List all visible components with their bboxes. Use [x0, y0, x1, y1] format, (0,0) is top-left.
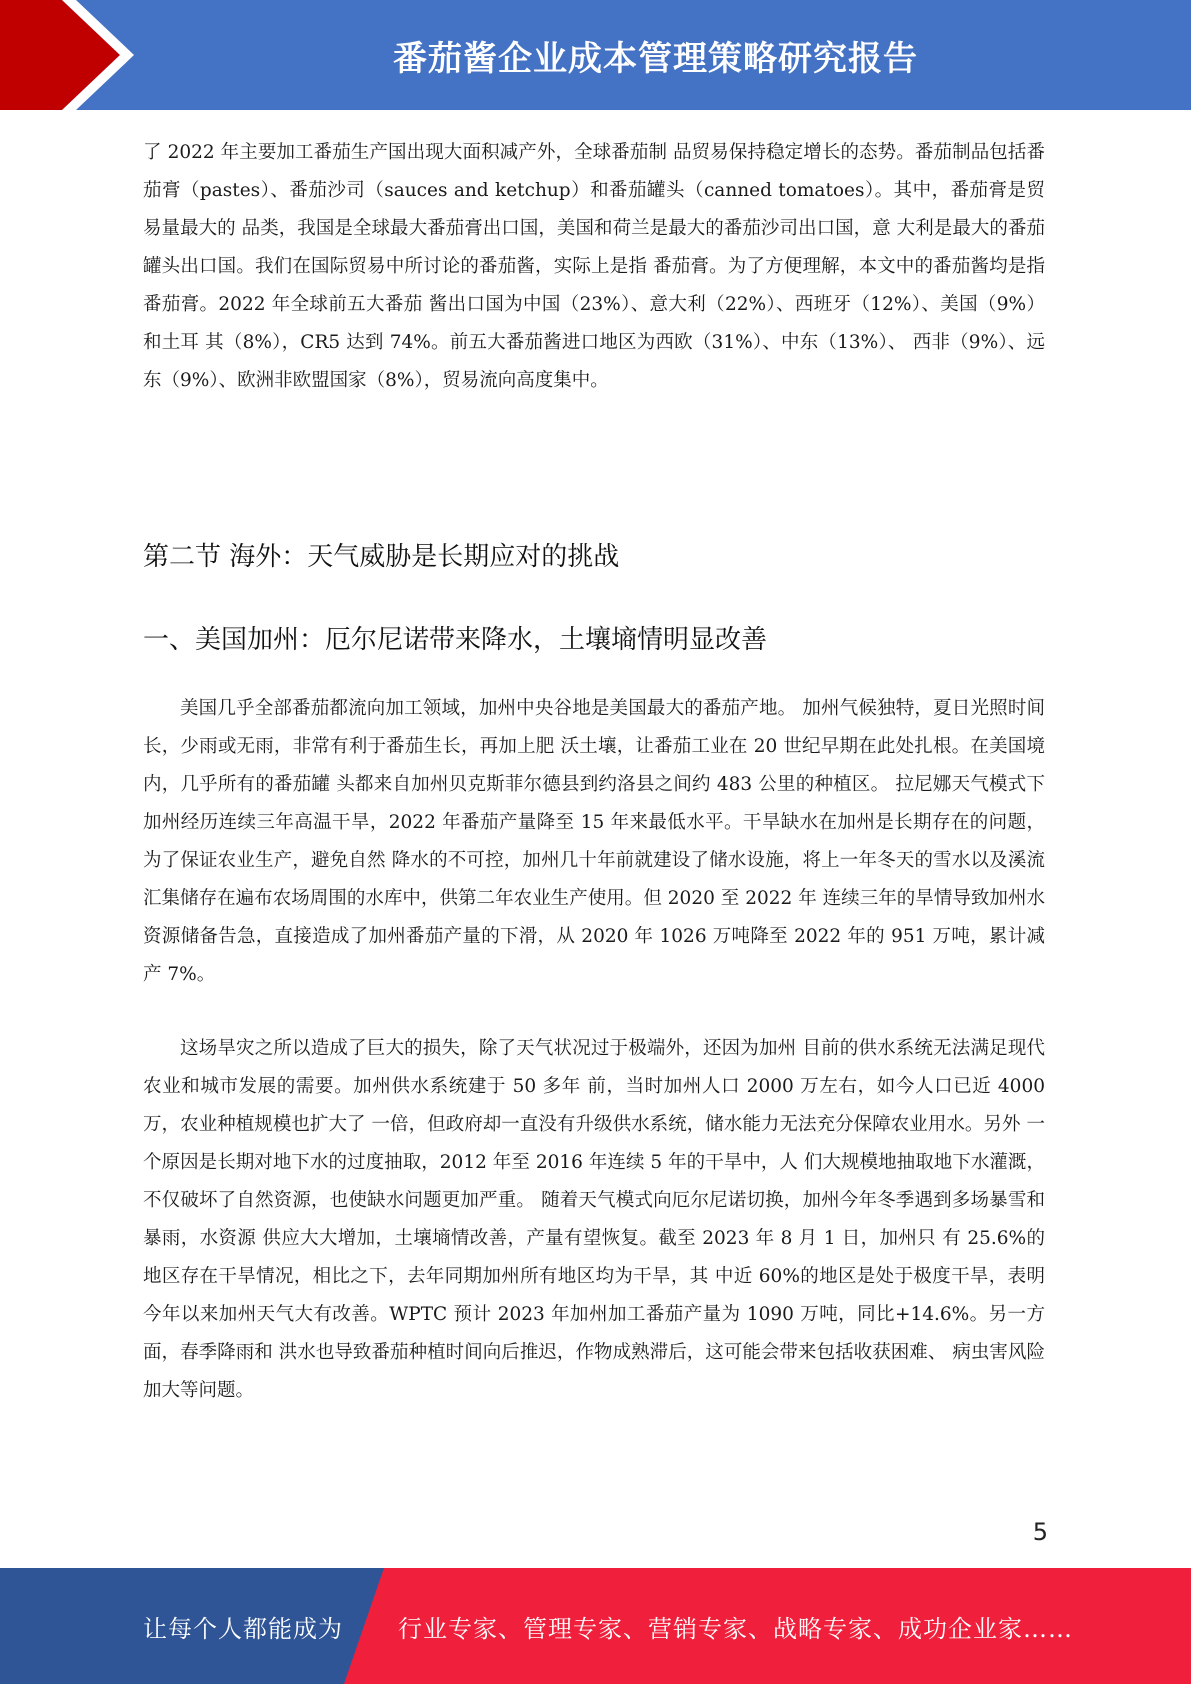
section-heading: 第二节 海外：天气威胁是长期应对的挑战: [143, 542, 620, 572]
page-number: 5: [1032, 1518, 1048, 1546]
paragraph-trade-overview: 了 2022 年主要加工番茄生产国出现大面积减产外，全球番茄制 品贸易保持稳定增长的态势。番茄制品包括番茄膏（pastes）、番茄沙司（sauces and ketchup）和番茄罐头（canned tomatoes）。其中，番茄膏是贸易量最大的 品类，我国是全球最大番茄膏出口国，美国和荷兰是最大的番茄沙司出口国，意 大利是最大的番茄罐头出口国。我们在国际贸易中所讨论的番茄酱，实际上是指 番茄膏。为了方便理解，本文中的番茄酱均是指番茄膏。2022 年全球前五大番茄 酱出口国为中国（23%）、意大利（22%）、西班牙（12%）、美国（9%）和土耳 其（8%），CR5 达到 74%。前五大番茄酱进口地区为西欧（31%）、中东（13%）、 西非（9%）、远东（9%）、欧洲非欧盟国家（8%），贸易流向高度集中。: [143, 142, 1046, 391]
subsection-heading: 一、美国加州：厄尔尼诺带来降水，土壤墒情明显改善: [143, 625, 768, 655]
drought-paragraph-block: [143, 1030, 1045, 1410]
paragraph-drought-impact: 这场旱灾之所以造成了巨大的损失，除了天气状况过于极端外，还因为加州 目前的供水系统无法满足现代农业和城市发展的需要。加州供水系统建于 50 多年 前，当时加州人口 2000 万左右，如今人口已近 4000 万，农业种植规模也扩大了 一倍，但政府却一直没有升级供水系统，储水能力无法充分保障农业用水。另外 一个原因是长期对地下水的过度抽取，2012 年至 2016 年连续 5 年的干旱中，人 们大规模地抽取地下水灌溉，不仅破坏了自然资源，也使缺水问题更加严重。 随着天气模式向厄尔尼诺切换，加州今年冬季遇到多场暴雪和暴雨，水资源 供应大大增加，土壤墒情改善，产量有望恢复。截至 2023 年 8 月 1 日，加州只 有 25.6%的地区存在干旱情况，相比之下，去年同期加州所有地区均为干旱，其 中近 60%的地区是处于极度干旱，表明今年以来加州天气大有改善。WPTC 预计 2023 年加州加工番茄产量为 1090 万吨，同比+14.6%。另一方面，春季降雨和 洪水也导致番茄种植时间向后推迟，作物成熟滞后，这可能会带来包括收获困难、 病虫害风险加大等问题。: [143, 1038, 1045, 1401]
page-header: [0, 0, 1191, 110]
page-footer: [0, 1568, 1191, 1684]
report-title: 番茄酱企业成本管理策略研究报告: [393, 38, 918, 79]
footer-slogan-left: 让每个人都能成为: [143, 1614, 343, 1643]
footer-slogan-right: 行业专家、管理专家、营销专家、战略专家、成功企业家……: [398, 1614, 1073, 1643]
intro-paragraph-block: [143, 134, 1045, 400]
california-paragraph-block: [143, 690, 1045, 994]
paragraph-california-production: 美国几乎全部番茄都流向加工领域，加州中央谷地是美国最大的番茄产地。 加州气候独特，夏日光照时间长，少雨或无雨，非常有利于番茄生长，再加上肥 沃土壤，让番茄工业在 20 世纪早期在此处扎根。在美国境内，几乎所有的番茄罐 头都来自加州贝克斯菲尔德县到约洛县之间约 483 公里的种植区。 拉尼娜天气模式下加州经历连续三年高温干旱，2022 年番茄产量降至 15 年来最低水平。干旱缺水在加州是长期存在的问题，为了保证农业生产，避免自然 降水的不可控，加州几十年前就建设了储水设施，将上一年冬天的雪水以及溪流 汇集储存在遍布农场周围的水库中，供第二年农业生产使用。但 2020 至 2022 年 连续三年的旱情导致加州水资源储备告急，直接造成了加州番茄产量的下滑，从 2020 年 1026 万吨降至 2022 年的 951 万吨，累计减产 7%。: [143, 698, 1045, 985]
